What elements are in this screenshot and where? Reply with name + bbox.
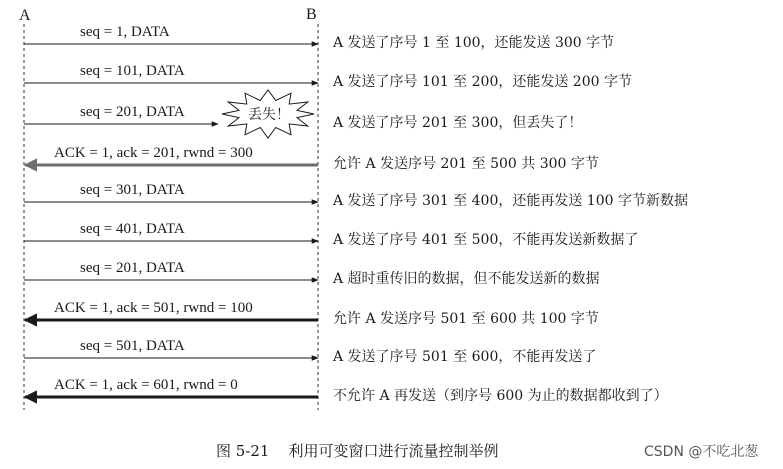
message-rows — [24, 24, 688, 404]
host-b-label: B — [306, 6, 317, 23]
message-row — [25, 377, 668, 404]
row-description: A 超时重传旧的数据，但不能发送新的数据 — [333, 271, 600, 287]
row-description: A 发送了序号 101 至 200，还能发送 200 字节 — [333, 74, 632, 90]
message-row — [24, 24, 614, 51]
row-description: 不允许 A 再发送（到序号 600 为止的数据都收到了） — [333, 388, 668, 404]
lost-label: 丢失！ — [248, 107, 290, 123]
segment-label: seq = 401, DATA — [80, 221, 185, 237]
host-a-label: A — [19, 7, 31, 24]
segment-label: seq = 1, DATA — [80, 24, 170, 40]
segment-label: seq = 501, DATA — [80, 338, 185, 354]
segment-label: seq = 201, DATA — [80, 104, 185, 120]
message-row — [24, 90, 582, 138]
ack-label: ACK = 1, ack = 501, rwnd = 100 — [54, 300, 253, 316]
row-description: A 发送了序号 301 至 400，还能再发送 100 字节新数据 — [333, 193, 688, 209]
segment-label: seq = 201, DATA — [80, 260, 185, 276]
segment-label: seq = 301, DATA — [80, 182, 185, 198]
message-row — [24, 221, 638, 248]
message-row — [25, 300, 599, 327]
message-row — [24, 182, 688, 209]
row-description: A 发送了序号 201 至 300，但丢失了！ — [333, 115, 583, 131]
message-row — [25, 145, 599, 172]
row-description: 允许 A 发送序号 201 至 500 共 300 字节 — [333, 156, 599, 172]
segment-label: seq = 101, DATA — [80, 63, 185, 79]
figure-caption: 图 5-21 利用可变窗口进行流量控制举例 — [216, 442, 499, 460]
message-row — [24, 260, 600, 287]
row-description: A 发送了序号 501 至 600，不能再发送了 — [333, 349, 597, 365]
watermark: CSDN @不吃北葱 — [644, 444, 759, 460]
message-row — [24, 338, 596, 365]
row-description: A 发送了序号 401 至 500，不能再发送新数据了 — [333, 232, 639, 248]
ack-label: ACK = 1, ack = 201, rwnd = 300 — [54, 145, 253, 161]
ack-label: ACK = 1, ack = 601, rwnd = 0 — [54, 377, 238, 393]
row-description: A 发送了序号 1 至 100，还能发送 300 字节 — [333, 35, 615, 51]
row-description: 允许 A 发送序号 501 至 600 共 100 字节 — [333, 311, 599, 327]
message-row — [24, 63, 632, 90]
